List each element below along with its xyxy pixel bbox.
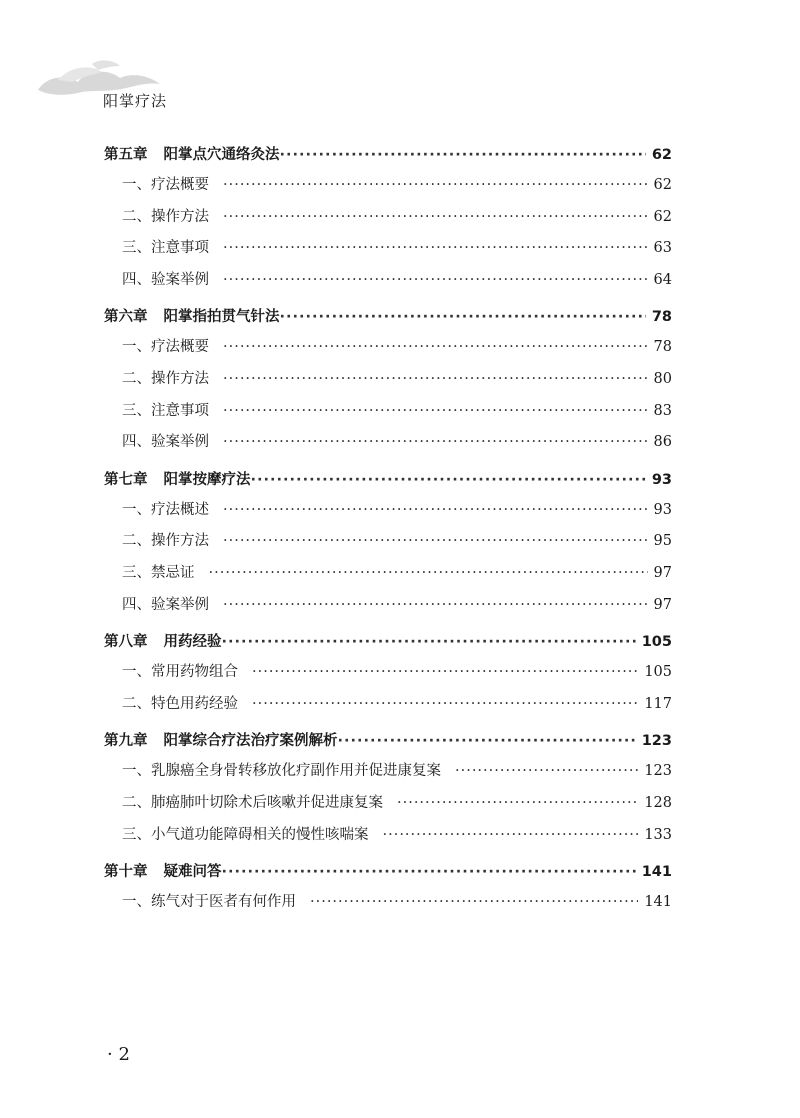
leader-dots [223,209,648,225]
toc-section[interactable] [104,529,672,561]
section-title: 二、操作方法 [122,370,209,387]
toc-chapter[interactable] [104,143,672,173]
toc-section[interactable] [104,791,672,823]
running-head-title: 阳掌疗法 [103,92,168,110]
leader-dots [310,894,638,910]
toc-chapter[interactable] [104,630,672,660]
chapter-label: 第七章 [104,471,148,488]
toc-chapter[interactable] [104,729,672,759]
leader-dots [252,696,638,712]
leader-dots [223,240,648,256]
toc-section[interactable] [104,561,672,593]
chapter-page: 78 [651,309,672,326]
toc-chapter[interactable] [104,305,672,335]
toc-section[interactable] [104,399,672,431]
chapter-title: 阳掌指拍贯气针法 [163,309,280,326]
section-title: 一、乳腺癌全身骨转移放化疗副作用并促进康复案 [122,763,441,780]
toc-section[interactable] [104,268,672,300]
section-title: 四、验案举例 [122,271,209,288]
chapter-title: 用药经验 [163,634,222,651]
chapter-label: 第十章 [104,864,148,881]
toc-section[interactable] [104,890,672,922]
table-of-contents [104,143,672,922]
section-title: 二、特色用药经验 [122,695,238,712]
section-page: 80 [653,370,672,387]
section-page: 133 [644,826,672,843]
leader-dots [223,434,648,450]
section-title: 一、疗法概述 [122,501,209,518]
toc-section[interactable] [104,367,672,399]
leader-dots [223,597,648,613]
page-number: · 2 [107,1044,130,1065]
toc-section[interactable] [104,173,672,205]
chapter-title: 阳掌按摩疗法 [163,471,251,488]
leader-dots [223,533,648,549]
leader-dots [397,795,638,811]
leader-dots [223,272,648,288]
leader-dots [280,147,646,163]
toc-chapter[interactable] [104,468,672,498]
chapter-title: 阳掌综合疗法治疗案例解析 [163,733,338,750]
section-title: 一、疗法概要 [122,177,209,193]
section-page: 83 [653,402,672,419]
section-title: 一、常用药物组合 [122,664,238,681]
leader-dots [222,864,636,880]
leader-dots [223,371,648,387]
leader-dots [223,339,648,355]
section-title: 三、注意事项 [122,402,209,419]
toc-section[interactable] [104,593,672,625]
section-page: 64 [653,271,672,288]
leader-dots [280,309,646,325]
chapter-title: 疑难问答 [163,864,222,881]
leader-dots [251,472,646,488]
section-page: 63 [653,240,672,257]
section-page: 97 [653,596,672,613]
section-page: 86 [653,434,672,451]
leader-dots [252,664,638,680]
leader-dots [338,733,636,749]
section-page: 141 [644,894,672,911]
leader-dots [223,177,648,193]
leader-dots [223,403,648,419]
toc-section[interactable] [104,430,672,462]
chapter-label: 第八章 [104,634,148,651]
toc-section[interactable] [104,205,672,237]
section-page: 78 [653,339,672,356]
section-title: 四、验案举例 [122,434,209,451]
chapter-label: 第六章 [104,309,148,326]
chapter-page: 105 [641,634,672,651]
section-page: 105 [644,664,672,681]
section-page: 117 [644,695,672,712]
section-title: 二、肺癌肺叶切除术后咳嗽并促进康复案 [122,794,383,811]
toc-section[interactable] [104,335,672,367]
section-title: 二、操作方法 [122,533,209,550]
chapter-page: 141 [641,864,672,881]
toc-chapter[interactable] [104,860,672,890]
section-title: 一、疗法概要 [122,339,209,356]
toc-section[interactable] [104,236,672,268]
toc-section[interactable] [104,823,672,855]
section-page: 93 [653,501,672,518]
chapter-label: 第五章 [104,147,148,163]
section-title: 三、小气道功能障碍相关的慢性咳喘案 [122,826,369,843]
section-title: 一、练气对于医者有何作用 [122,894,296,911]
section-title: 三、注意事项 [122,240,209,257]
section-page: 97 [653,564,672,581]
leader-dots [455,763,638,779]
leader-dots [383,827,639,843]
toc-section[interactable] [104,692,672,724]
toc-section[interactable] [104,498,672,530]
chapter-page: 62 [651,147,672,163]
chapter-page: 93 [651,471,672,488]
section-page: 128 [644,794,672,811]
leader-dots [223,502,648,518]
toc-section[interactable] [104,759,672,791]
section-title: 三、禁忌证 [122,564,195,581]
chapter-label: 第九章 [104,733,148,750]
leader-dots [222,634,636,650]
section-title: 二、操作方法 [122,208,209,225]
chapter-title: 阳掌点穴通络灸法 [163,147,280,163]
section-page: 95 [653,533,672,550]
chapter-page: 123 [641,733,672,750]
leader-dots [209,565,648,581]
section-page: 123 [644,763,672,780]
section-title: 四、验案举例 [122,596,209,613]
section-page: 62 [653,177,672,193]
toc-section[interactable] [104,660,672,692]
section-page: 62 [653,208,672,225]
